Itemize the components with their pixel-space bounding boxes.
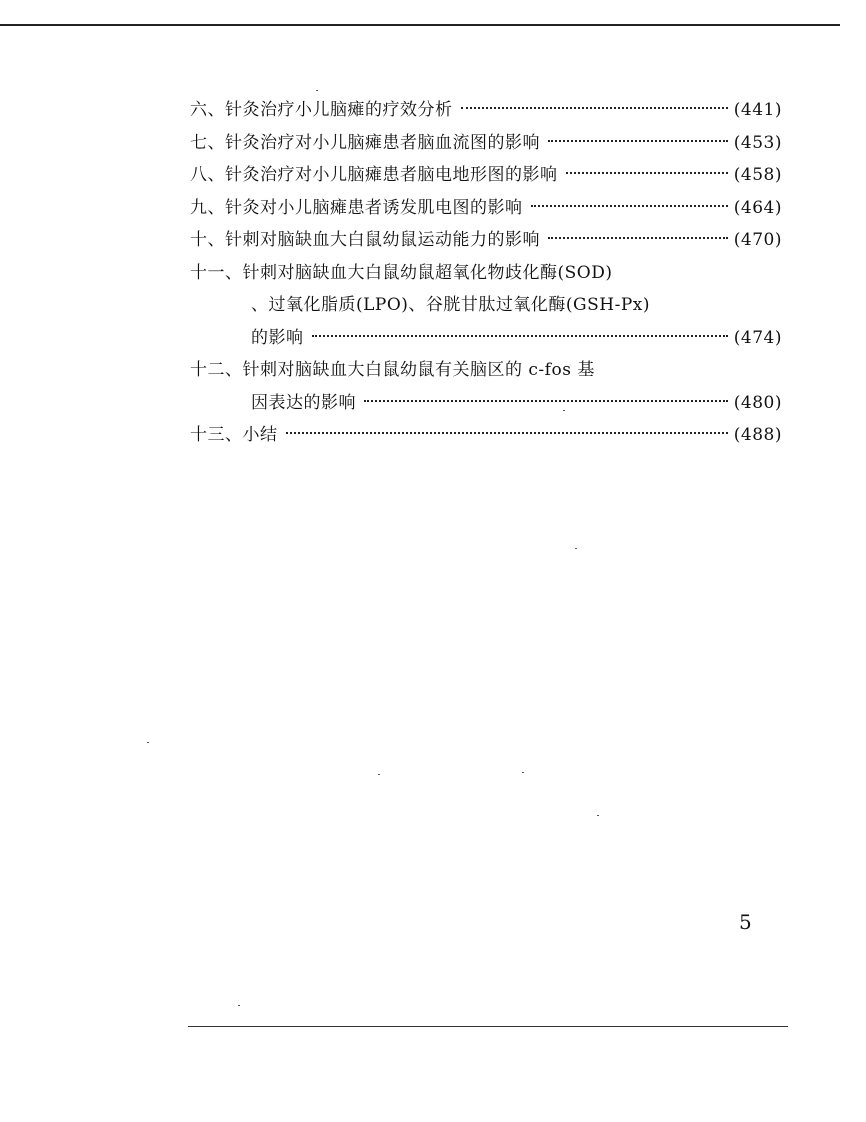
- toc-entry-11-line-1[interactable]: [190, 257, 782, 290]
- toc-entry-10[interactable]: [190, 224, 782, 257]
- dot-leader: [531, 205, 728, 207]
- table-of-contents: [190, 94, 782, 452]
- dot-leader: [461, 107, 728, 109]
- toc-entry-title: 十一、针刺对脑缺血大白鼠幼鼠超氧化物歧化酶(SOD): [190, 262, 613, 283]
- toc-entry-12-line-2[interactable]: [190, 387, 782, 420]
- top-rule: [0, 24, 840, 26]
- toc-entry-page: (464): [733, 197, 782, 218]
- toc-entry-title: 八、针灸治疗对小儿脑瘫患者脑电地形图的影响: [190, 165, 558, 185]
- toc-entry-page: (470): [733, 230, 782, 250]
- toc-entry-13[interactable]: [190, 419, 782, 452]
- toc-entry-12-line-1[interactable]: [190, 354, 782, 387]
- dot-leader: [364, 400, 728, 402]
- scan-speck: [147, 742, 149, 743]
- scan-speck: [597, 815, 599, 816]
- scan-speck: [378, 774, 380, 775]
- toc-entry-title: 六、针灸治疗小儿脑瘫的疗效分析: [190, 100, 453, 120]
- dot-leader: [548, 140, 728, 142]
- scan-speck: [238, 1005, 240, 1006]
- page-number: 5: [739, 910, 752, 934]
- scan-speck: [522, 772, 524, 773]
- scan-speck: [575, 548, 577, 549]
- toc-entry-page: (488): [733, 425, 782, 445]
- dot-leader: [566, 172, 728, 174]
- toc-entry-title: 十、针刺对脑缺血大白鼠幼鼠运动能力的影响: [190, 230, 540, 250]
- toc-entry-8[interactable]: [190, 159, 782, 192]
- toc-entry-page: (458): [733, 165, 782, 185]
- dot-leader: [286, 432, 728, 434]
- toc-entry-11-line-2[interactable]: [190, 289, 782, 322]
- toc-entry-7[interactable]: [190, 127, 782, 160]
- toc-entry-11-line-3[interactable]: [190, 322, 782, 355]
- toc-entry-page: (441): [733, 100, 782, 120]
- toc-entry-9[interactable]: [190, 192, 782, 225]
- toc-entry-title-continued: 、过氧化脂质(LPO)、谷胱甘肽过氧化酶(GSH-Px): [251, 295, 651, 315]
- toc-entry-6[interactable]: [190, 94, 782, 127]
- bottom-rule: [188, 1026, 788, 1027]
- toc-entry-page: (474): [733, 327, 782, 348]
- toc-entry-page: (453): [733, 132, 782, 153]
- toc-entry-title: 九、针灸对小儿脑瘫患者诱发肌电图的影响: [190, 197, 523, 218]
- scan-speck: [316, 90, 318, 91]
- dot-leader: [548, 237, 728, 239]
- toc-entry-page: (480): [733, 392, 782, 413]
- toc-entry-title-continued: 因表达的影响: [251, 392, 356, 413]
- toc-entry-title: 七、针灸治疗对小儿脑瘫患者脑血流图的影响: [190, 132, 540, 153]
- scan-speck: [563, 410, 565, 411]
- toc-entry-title: 十三、小结: [190, 425, 278, 445]
- toc-entry-title-continued: 的影响: [251, 327, 304, 348]
- toc-entry-title: 十二、针刺对脑缺血大白鼠幼鼠有关脑区的 c-fos 基: [190, 360, 595, 380]
- dot-leader: [312, 335, 728, 337]
